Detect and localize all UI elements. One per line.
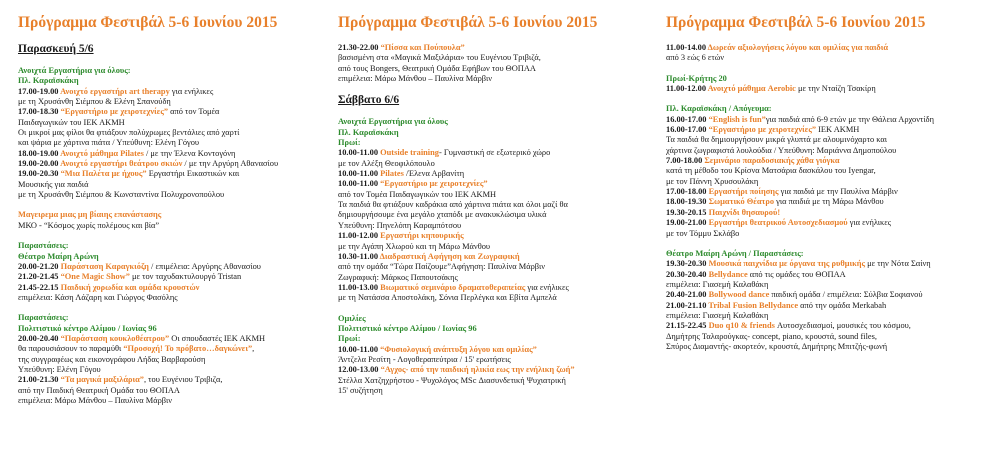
- schedule-line: [666, 208, 978, 218]
- time-range: 19.00-20.30: [18, 169, 61, 179]
- event-text: Οι σπουδαστές ΙΕΚ ΑΚΜΗ: [171, 333, 266, 343]
- event-text: βασισμένη στα «Μαγικά Μαξιλάρια» του Ευγένιου Τριβιζά,: [338, 53, 541, 63]
- event-text: για ενήλικες: [849, 218, 892, 228]
- event-text: με τη Χρυσάνθη Σιέμπου & Ελένη Σπανούδη: [18, 97, 171, 107]
- time-range: 21.00-21.30: [18, 375, 61, 385]
- event-title: Ανοιχτό μάθημα Aerobic: [707, 84, 798, 94]
- event-text: με τον Αλέξη Θεοφιλόπουλο: [338, 158, 435, 168]
- event-text: Οι μικροί μας φίλοι θα φτιάξουν πολύχρωμες βεντάλιες από χαρτί: [18, 128, 240, 138]
- event-text: Άντζελα Ρεσίτη - Λογοθεραπεύτρια / 15' ερωτήσεις: [338, 354, 511, 364]
- time-range: 16.00-17.00: [666, 125, 709, 135]
- schedule-line: [18, 375, 323, 385]
- schedule-line: [18, 386, 323, 396]
- schedule-line: [18, 159, 323, 169]
- section-heading: Παραστάσεις:: [18, 313, 69, 323]
- event-title: Ανοιχτό εργαστήρι θεάτρου σκιών: [60, 159, 185, 169]
- event-text: για παιδιά από 6-9 ετών με την Θάλεια Αρχοντίδη: [765, 114, 934, 124]
- schedule-line: [666, 125, 978, 135]
- event-title: Σεμινάριο παραδοσιακής χάθα γιόγκα: [704, 156, 840, 166]
- schedule-line: [666, 187, 978, 197]
- event-title: Pilates: [380, 169, 406, 179]
- schedule-line: [338, 242, 638, 252]
- event-title: Εργαστήρι ποίησης: [708, 187, 781, 197]
- event-text: με τη Χρυσάνθη Σιέμπου & Κωνσταντίνα Πολυχρονοπούλου: [18, 190, 225, 200]
- event-title: Εργαστήρι κηπουρικής: [380, 231, 464, 241]
- schedule-line: [666, 197, 978, 207]
- schedule-line: [18, 190, 323, 200]
- page-title: Πρόγραμμα Φεστιβάλ 5-6 Ιουνίου 2015: [18, 14, 278, 31]
- schedule-line: [18, 128, 323, 138]
- event-text: Υπεύθυνη: Πηνελόπη Καραμπότσου: [338, 220, 462, 230]
- schedule-line: [18, 180, 323, 190]
- event-text: από τον Τομέα: [170, 107, 220, 117]
- section-heading: Πλ. Καραϊσκάκη: [338, 127, 399, 137]
- time-range: 7.00-18.00: [666, 156, 705, 166]
- schedule-line: [18, 87, 323, 97]
- event-text: με την Νότα Σαίνη: [867, 259, 931, 269]
- schedule-line: [338, 221, 638, 231]
- schedule-line: [666, 270, 978, 280]
- event-text: / επιμέλεια: Αργύρης Αθανασίου: [151, 261, 261, 271]
- time-range: 11.00-13.00: [338, 282, 381, 292]
- event-text: /Έλενα Αρβανίτη: [405, 169, 465, 179]
- event-text: Εργαστήρι Εικαστικών και: [148, 169, 240, 179]
- schedule-line: [338, 179, 638, 189]
- schedule-line: [666, 146, 978, 156]
- event-text: με τον Τόμμυ Σκλάβο: [666, 228, 740, 238]
- schedule-line: [666, 84, 978, 94]
- section-heading: Πρωί:: [338, 334, 361, 344]
- spacer: [666, 64, 978, 74]
- schedule-line: [338, 252, 638, 262]
- schedule-line: [338, 148, 638, 158]
- event-text: για ενήλικες: [171, 86, 214, 96]
- event-text: Μουσικής για παιδιά: [18, 179, 89, 189]
- time-range: 16.00-17.00: [666, 114, 709, 124]
- schedule-line: [18, 344, 323, 354]
- event-text: ,: [252, 344, 255, 354]
- section-heading: Πολιτιστικό κέντρο Αλίμου / Ιωνίας 96: [18, 323, 157, 333]
- schedule-line: [338, 376, 638, 386]
- section-heading: Ομιλίες: [338, 313, 366, 323]
- schedule-line: [18, 210, 323, 220]
- schedule-line: [338, 262, 638, 272]
- event-text: επιμέλεια: Μάρω Μάνθου – Παυλίνα Μάρβιν: [338, 74, 493, 84]
- event-text: κατά τη μέθοδο του Κρίσνα Ματσάρια δασκάλου του Iyengar,: [666, 166, 876, 176]
- event-title: “English is fun”: [708, 114, 766, 124]
- event-text: Στέλλα Χατζηχρήστου - Ψυχολόγος MSc Διασυνδετική Ψυχιατρική: [338, 375, 566, 385]
- schedule-line: [666, 53, 978, 63]
- event-title: Bellydance: [708, 269, 750, 279]
- section-heading: Θέατρο Μαίρη Αρώνη / Παραστάσεις:: [666, 248, 804, 258]
- time-range: 21.20-21.45: [18, 272, 61, 282]
- event-title: Σωματικό Θέατρο: [708, 197, 777, 207]
- event-text: Αυτοσχεδιασμοί, μουσικές του κόσμου,: [776, 321, 911, 331]
- event-text: 15' συζήτηση: [338, 385, 383, 395]
- schedule-line: [18, 97, 323, 107]
- event-text: από τις ομάδες του ΘΟΠΑΑ: [749, 269, 846, 279]
- event-title: Tribal Fusion Bellydance: [708, 300, 801, 310]
- event-text: από 3 εώς 6 ετών: [666, 53, 725, 63]
- event-title: Duo q10 & friends: [708, 321, 777, 331]
- event-text: από τους Bongers, Θεατρική Ομάδα Εφήβων του ΘΟΠΑΑ: [338, 63, 536, 73]
- schedule-line: [338, 355, 638, 365]
- event-text: ΜΚΟ - “Κόσμος χωρίς πολέμους και βία”: [18, 220, 160, 230]
- schedule-line: [18, 396, 323, 406]
- event-text: της συγγραφέως και εικονογράφου Λήδας Βαρβαρούση: [18, 354, 206, 364]
- spacer: [666, 94, 978, 104]
- schedule-line: [338, 210, 638, 220]
- event-title: “Τα μαγικά μαξιλάρια”: [60, 375, 144, 385]
- time-range: 21.15-22.45: [666, 321, 709, 331]
- schedule-line: [18, 355, 323, 365]
- time-range: 11.00-12.00: [666, 84, 708, 94]
- event-text: / με την Αργύρη Αθανασίου: [184, 159, 279, 169]
- schedule-line: [18, 283, 323, 293]
- schedule-line: [666, 43, 978, 53]
- event-title: Διαδραστική Αφήγηση και Ζωγραφική: [379, 251, 520, 261]
- event-text: Παιδαγωγικών του ΙΕΚ ΑΚΜΗ: [18, 117, 125, 127]
- event-title: “Προσοχή! Το πρόβατο…δαγκώνει”: [123, 344, 253, 354]
- schedule-line: [338, 43, 638, 53]
- event-title: Παιδική χορωδία και ομάδα κρουστών: [60, 282, 200, 292]
- schedule-line: [338, 64, 638, 74]
- time-range: 20.00-21.20: [18, 261, 61, 271]
- event-text: Ζωγραφική: Μάρκος Παπουτσάκης: [338, 272, 458, 282]
- event-text: Υπεύθυνη: Ελένη Γόγου: [18, 364, 101, 374]
- event-text: και ψάρια με χάρτινα πιάτα / Υπεύθυνη: Ελένη Γόγου: [18, 138, 200, 148]
- schedule-line: [666, 115, 978, 125]
- schedule-line: [666, 135, 978, 145]
- schedule-line: [338, 386, 638, 396]
- page-title: Πρόγραμμα Φεστιβάλ 5-6 Ιουνίου 2015: [338, 14, 598, 31]
- event-title: Δωρεάν αξιολογήσεις λόγου και ομιλίας για παιδιά: [707, 43, 889, 52]
- event-title: “Μια Παλέτα με ήχους”: [60, 169, 149, 179]
- time-range: 10.00-11.00: [338, 169, 381, 179]
- schedule-column-1: [18, 14, 323, 406]
- time-range: 19.00-20.00: [18, 159, 61, 169]
- event-title: Ανοιχτό εργαστήρι art therapy: [60, 86, 172, 96]
- event-title: “Φυσιολογική ανάπτυξη λόγου και ομιλίας”: [380, 344, 537, 354]
- schedule-line: [18, 365, 323, 375]
- entries-list: [18, 43, 323, 406]
- schedule-line: [18, 272, 323, 282]
- event-text: παιδική ομάδα / επιμέλεια: Σύλβια Σοφιανού: [771, 290, 923, 300]
- spacer: [18, 200, 323, 210]
- event-text: ΙΕΚ ΑΚΜΗ: [818, 125, 860, 135]
- schedule-line: [18, 221, 323, 231]
- schedule-line: [666, 166, 978, 176]
- section-heading: Πρωί-Κρήτης 20: [666, 73, 727, 83]
- time-range: 10.00-11.00: [338, 148, 381, 158]
- event-title: Μουσικά παιχνίδια με όργανα της ρυθμικής: [708, 259, 868, 269]
- schedule-line: [18, 169, 323, 179]
- spacer: [18, 56, 323, 66]
- schedule-line: [338, 365, 638, 375]
- event-text: - Γυμναστική σε εξωτερικό χώρο: [438, 148, 551, 158]
- schedule-line: [666, 259, 978, 269]
- time-range: 10.30-11.00: [338, 251, 380, 261]
- event-title: “Εργαστήριο με χειροτεχνίες”: [380, 179, 488, 189]
- schedule-line: [338, 345, 638, 355]
- schedule-column-2: [338, 14, 638, 396]
- time-range: 17.00-19.00: [18, 86, 61, 96]
- time-range: 19.00-21.00: [666, 218, 709, 228]
- day-heading: Παρασκευή 5/6: [18, 43, 94, 55]
- schedule-line: [338, 74, 638, 84]
- entries-list: [338, 43, 638, 396]
- schedule-line: [338, 231, 638, 241]
- event-text: από την ομάδα Merkabah: [800, 300, 887, 310]
- time-range: 20.00-20.40: [18, 333, 61, 343]
- schedule-column-3: [666, 14, 978, 352]
- schedule-line: [338, 190, 638, 200]
- schedule-line: [18, 334, 323, 344]
- entries-list: [666, 43, 978, 352]
- event-title: Μαγειρεμα μιας μη βίαιης επανάστασης: [18, 210, 162, 220]
- event-text: Δημήτρης Ταλαρούγκας- concept, piano, κρουστά, sound files,: [666, 331, 877, 341]
- schedule-line: [666, 301, 978, 311]
- spacer: [338, 84, 638, 94]
- event-title: Bollywood dance: [708, 290, 772, 300]
- event-text: από την ομάδα “Τώρα Παίζουμε”Αφήγηση: Παυλίνα Μάρβιν: [338, 262, 546, 272]
- schedule-line: [666, 177, 978, 187]
- time-range: 11.00-14.00: [666, 43, 708, 52]
- event-text: Τα παιδιά θα δημιουργήσουν μικρά γλυπτά με αλουμινόχαρτο και: [666, 135, 888, 145]
- section-heading: Παραστάσεις:: [18, 241, 69, 251]
- time-range: 18.00-19.30: [666, 197, 709, 207]
- spacer: [18, 231, 323, 241]
- event-title: Παράσταση Καραγκιόζη: [60, 261, 152, 271]
- section-heading: Πολιτιστικό κέντρο Αλίμου / Ιωνίας 96: [338, 323, 477, 333]
- schedule-line: [338, 273, 638, 283]
- time-range: 19.30-20.15: [666, 207, 709, 217]
- event-text: Τα παιδιά θα φτιάξουν καδράκια από χάρτινα πιάτα και όλοι μαζί θα: [338, 200, 568, 210]
- schedule-line: [666, 280, 978, 290]
- schedule-line: [338, 169, 638, 179]
- event-title: “Εργαστήριο με χειροτεχνίες”: [708, 125, 819, 135]
- event-title: Ανοιχτό μάθημα Pilates: [60, 148, 146, 158]
- event-text: με την Νταίζη Τσακίρη: [798, 84, 876, 94]
- schedule-line: [338, 200, 638, 210]
- event-title: Παιχνίδι θησαυρού!: [708, 207, 781, 217]
- schedule-line: [666, 218, 978, 228]
- schedule-line: [338, 293, 638, 303]
- day-heading: Σάββατο 6/6: [338, 94, 400, 107]
- time-range: 11.00-12.00: [338, 231, 381, 241]
- section-heading: Ανοιχτά Εργαστήρια για όλους:: [18, 66, 131, 75]
- schedule-line: [666, 342, 978, 352]
- schedule-line: [338, 53, 638, 63]
- schedule-line: [666, 229, 978, 239]
- schedule-line: [666, 321, 978, 331]
- spacer: [338, 304, 638, 314]
- event-title: “Παράσταση κουκλοθέατρου”: [60, 333, 172, 343]
- schedule-line: [338, 159, 638, 169]
- time-range: 10.00-11.00: [338, 344, 381, 354]
- event-text: επιμέλεια: Γιασεμή Καλαθάκη: [666, 310, 769, 320]
- event-text: Σπύρος Διαμαντής- ακορτεόν, κρουστά, Δημήτρης Μπιτζής-φωνή: [666, 341, 888, 351]
- schedule-line: [666, 290, 978, 300]
- event-title: “Αγχος- από την παιδική ηλικία εως την ενήλικη ζωή”: [380, 365, 575, 375]
- event-text: για παιδιά με την Παυλίνα Μάρβιν: [780, 187, 898, 197]
- event-text: με τη Νατάσσα Αποστολάκη, Σόνια Περλέγκα και Εβίτα Αμπελά: [338, 293, 557, 303]
- section-heading: Ανοιχτά Εργαστήρια για όλους: [338, 117, 448, 127]
- schedule-line: [666, 156, 978, 166]
- spacer: [666, 239, 978, 249]
- time-range: 21.00-21.10: [666, 300, 709, 310]
- time-range: 21.30-22.00: [338, 43, 381, 52]
- event-text: για παιδιά με τη Μάρω Μάνθου: [776, 197, 884, 207]
- event-text: χάρτινα ζωγραφιστά λουλούδια / Υπεύθυνη: Μαριάννα Δημοπούλου: [666, 145, 897, 155]
- schedule-line: [18, 118, 323, 128]
- event-title: Εργαστήρι θεατρικού Αυτοσχεδιασμού: [708, 218, 850, 228]
- event-text: , του Ευγένιου Τριβιζα,: [143, 375, 223, 385]
- time-range: 20.30-20.40: [666, 269, 709, 279]
- time-range: 18.00-19.00: [18, 148, 61, 158]
- schedule-line: [18, 149, 323, 159]
- spacer: [338, 107, 638, 117]
- time-range: 17.00-18.30: [18, 107, 61, 117]
- event-title: “Εργαστήριο με χειροτεχνίες”: [60, 107, 171, 117]
- event-title: Outside training: [380, 148, 439, 158]
- schedule-line: [666, 332, 978, 342]
- time-range: 20.40-21.00: [666, 290, 709, 300]
- event-text: με τον Πάννη Χρυσουλάκη: [666, 176, 759, 186]
- section-heading: Πρωί:: [338, 138, 361, 148]
- page-title: Πρόγραμμα Φεστιβάλ 5-6 Ιουνίου 2015: [666, 14, 926, 31]
- event-text: από την Παιδική Θεατρική Ομάδα του ΘΟΠΑΑ: [18, 385, 180, 395]
- schedule-line: [666, 311, 978, 321]
- spacer: [18, 303, 323, 313]
- time-range: 10.00-11.00: [338, 179, 381, 189]
- schedule-line: [18, 107, 323, 117]
- schedule-line: [338, 283, 638, 293]
- event-title: “Πίσσα και Πούπουλα”: [380, 43, 465, 52]
- event-text: θα παρουσιάσουν το παραμύθι: [18, 344, 124, 354]
- event-text: για ενήλικες: [527, 282, 569, 292]
- time-range: 21.45-22.15: [18, 282, 61, 292]
- event-text: επιμέλεια: Γιασεμή Καλαθάκη: [666, 279, 769, 289]
- event-text: / με την Έλενα Κοντογόνη: [145, 148, 236, 158]
- event-title: Βιωματικό σεμινάριο δραματοθεραπείας: [380, 282, 528, 292]
- section-heading: Πλ. Καραϊσκάκη: [18, 76, 79, 86]
- event-text: επιμέλεια: Κάση Λάζαρη και Γιώργος Φασόλης: [18, 292, 178, 302]
- event-text: από τον Τομέα Παιδαγωγικών του ΙΕΚ ΑΚΜΗ: [338, 189, 497, 199]
- time-range: 17.00-18.00: [666, 187, 709, 197]
- schedule-line: [18, 293, 323, 303]
- time-range: 19.30-20.30: [666, 259, 709, 269]
- event-text: επιμέλεια: Μάρω Μάνθου – Παυλίνα Μάρβιν: [18, 395, 173, 405]
- event-text: δημιουργήσουμε ένα μεγάλο χταπόδι με ανακυκλώσιμα υλικά: [338, 210, 547, 220]
- schedule-line: [18, 262, 323, 272]
- event-text: με τον ταχυδακτυλουργό Tristan: [132, 272, 242, 282]
- schedule-line: [18, 138, 323, 148]
- event-text: με την Αγάπη Χλωρού και τη Μάρω Μάνθου: [338, 241, 491, 251]
- event-title: “One Magic Show”: [60, 272, 132, 282]
- time-range: 12.00-13.00: [338, 365, 381, 375]
- section-heading: Πλ. Καραϊσκάκη / Απόγευμα:: [666, 104, 772, 114]
- section-heading: Θέατρο Μαίρη Αρώνη: [18, 251, 99, 261]
